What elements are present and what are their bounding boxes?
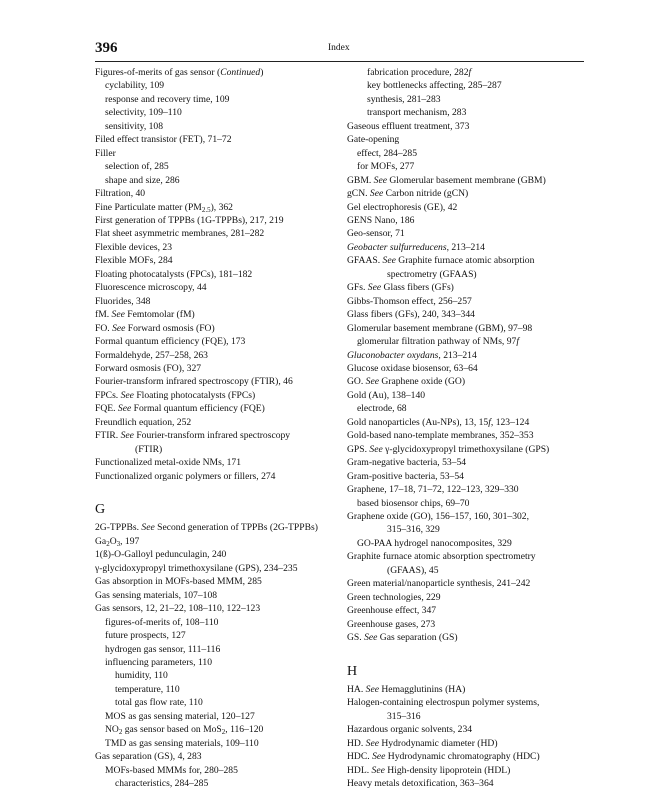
index-subentry: selection of, 285 xyxy=(105,161,169,173)
index-subsubentry: humidity, 110 xyxy=(115,670,168,682)
index-entry: 1(ß)-O-Galloyl pedunculagin, 240 xyxy=(95,549,227,561)
index-entry: FQE. See Formal quantum efficiency (FQE) xyxy=(95,403,265,415)
header-rule xyxy=(95,61,584,62)
index-entry: Gaseous effluent treatment, 373 xyxy=(347,120,470,132)
page-number: 396 xyxy=(95,40,118,56)
index-subentry: electrode, 68 xyxy=(357,403,407,415)
index-entry: GS. See Gas separation (GS) xyxy=(347,632,458,644)
index-entry: Flat sheet asymmetric membranes, 281–282 xyxy=(95,228,265,240)
index-subentry: influencing parameters, 110 xyxy=(105,657,213,669)
index-entry: Gram-positive bacteria, 53–54 xyxy=(347,470,464,482)
index-entry: Greenhouse gases, 273 xyxy=(347,618,436,630)
index-subentry: sensitivity, 108 xyxy=(105,120,164,132)
index-subsubentry: characteristics, 284–285 xyxy=(115,778,209,790)
index-entry: HDC. See Hydrodynamic chromatography (HDC) xyxy=(347,751,540,763)
index-subentry: for MOFs, 277 xyxy=(357,161,415,173)
index-entry: Gas sensors, 12, 21–22, 108–110, 122–123 xyxy=(95,603,261,615)
index-entry: Fluorescence microscopy, 44 xyxy=(95,282,207,294)
index-subsubentry: temperature, 110 xyxy=(115,683,180,695)
index-entry-continuation: 315–316 xyxy=(387,710,421,722)
index-entry: Gibbs-Thomson effect, 256–257 xyxy=(347,295,472,307)
index-entry: Geobacter sulfurreducens, 213–214 xyxy=(347,241,485,253)
index-subentry: MOS as gas sensing material, 120–127 xyxy=(105,710,255,722)
index-entry: Formaldehyde, 257–258, 263 xyxy=(95,349,208,361)
index-entry: $Ga_2O_3$, 197 xyxy=(95,535,140,548)
index-subentry: TMD as gas sensing materials, 109–110 xyxy=(105,737,259,749)
index-entry: Fine Particulate matter $(PM_{2.5})$, 362 xyxy=(95,201,233,214)
index-entry: Figures-of-merits of gas sensor (Continued) xyxy=(95,67,264,78)
index-entry: Gate-opening xyxy=(347,134,400,146)
index-subsubentry: synthesis, 281–283 xyxy=(367,93,441,105)
index-entry: 2G-TPPBs. See Second generation of TPPBs (2G-TPPBs) xyxy=(95,522,318,534)
index-entry: Halogen-containing electrospun polymer systems, xyxy=(347,697,540,709)
index-entry: Flexible devices, 23 xyxy=(95,241,172,253)
index-subsubentry: total gas flow rate, 110 xyxy=(115,697,203,709)
index-entry: Glomerular basement membrane (GBM), 97–98 xyxy=(347,322,533,334)
index-entry: Hazardous organic solvents, 234 xyxy=(347,724,473,736)
index-entry: Formal quantum efficiency (FQE), 173 xyxy=(95,336,246,348)
index-entry: GPS. See γ-glycidoxypropyl trimethoxysilane (GPS) xyxy=(347,443,550,455)
index-entry: Geo-sensor, 71 xyxy=(347,228,405,240)
index-entry: HDL. See High-density lipoprotein (HDL) xyxy=(347,764,511,776)
index-entry-continuation: 315–316, 329 xyxy=(387,524,440,536)
index-entry: Gluconobacter oxydans, 213–214 xyxy=(347,349,477,361)
index-entry: Fluorides, 348 xyxy=(95,295,151,307)
index-subentry: cyclability, 109 xyxy=(105,80,165,92)
index-entry: Filed effect transistor (FET), 71–72 xyxy=(95,134,232,146)
index-entry-continuation: (FTIR) xyxy=(135,443,163,455)
index-entry: Floating photocatalysts (FPCs), 181–182 xyxy=(95,268,253,280)
index-entry: GBM. See Glomerular basement membrane (GBM) xyxy=(347,174,546,186)
index-entry: Filler xyxy=(95,147,116,159)
section-gap xyxy=(347,644,587,657)
index-entry: FTIR. See Fourier-transform infrared spectroscopy xyxy=(95,430,291,442)
index-entry: Graphite furnace atomic absorption spectrometry xyxy=(347,551,536,563)
index-entry: GO. See Graphene oxide (GO) xyxy=(347,376,466,388)
index-entry: Greenhouse effect, 347 xyxy=(347,605,437,617)
index-entry: HD. See Hydrodynamic diameter (HD) xyxy=(347,737,498,749)
index-entry: Gel electrophoresis (GE), 42 xyxy=(347,201,458,213)
index-entry: Heavy metals detoxification, 363–364 xyxy=(347,778,494,790)
index-column-left xyxy=(95,66,340,791)
index-subsubentry: transport mechanism, 283 xyxy=(367,107,467,119)
index-entry: Graphene oxide (GO), 156–157, 160, 301–302, xyxy=(347,510,529,522)
index-subentry: glomerular filtration pathway of NMs, 97f xyxy=(357,336,519,348)
index-entry: Fourier-transform infrared spectroscopy (FTIR), 46 xyxy=(95,376,293,388)
index-subentry: MOFs-based MMMs for, 280–285 xyxy=(105,764,238,776)
index-entry: Gold nanoparticles (Au-NPs), 13, 15f, 123–124 xyxy=(347,416,530,428)
index-subentry: effect, 284–285 xyxy=(357,147,418,159)
index-entry: Glass fibers (GFs), 240, 343–344 xyxy=(347,309,475,321)
index-entry: GFs. See Glass fibers (GFs) xyxy=(347,282,454,294)
index-entry: Gas separation (GS), 4, 283 xyxy=(95,751,202,763)
index-subsubentry: fabrication procedure, 282f xyxy=(367,67,472,78)
index-entry: Gold-based nano-template membranes, 352–353 xyxy=(347,430,534,442)
index-entry: GFAAS. See Graphite furnace atomic absorption xyxy=(347,255,535,267)
index-entry: Functionalized organic polymers or fillers, 274 xyxy=(95,470,276,482)
index-entry: GENS Nano, 186 xyxy=(347,214,415,226)
index-entry: Flexible MOFs, 284 xyxy=(95,255,173,267)
index-entry: Forward osmosis (FO), 327 xyxy=(95,362,202,374)
index-entry: Functionalized metal-oxide NMs, 171 xyxy=(95,457,242,469)
index-entry: HA. See Hemagglutinins (HA) xyxy=(347,683,466,695)
index-subentry: response and recovery time, 109 xyxy=(105,93,230,105)
index-entry: Filtration, 40 xyxy=(95,188,146,200)
index-subentry: shape and size, 286 xyxy=(105,174,180,186)
index-entry-continuation: spectrometry (GFAAS) xyxy=(387,268,477,280)
index-entry: Freundlich equation, 252 xyxy=(95,416,192,428)
index-entry: Gas sensing materials, 107–108 xyxy=(95,589,218,601)
index-subentry: $NO_2$ gas sensor based on MoS$_2$, 116–120 xyxy=(105,724,264,737)
index-entry: Graphene, 17–18, 71–72, 122–123, 329–330 xyxy=(347,484,519,496)
index-entry: FPCs. See Floating photocatalysts (FPCs) xyxy=(95,389,256,401)
index-subentry: based biosensor chips, 69–70 xyxy=(357,497,470,509)
index-entry: Green material/nanoparticle synthesis, 241–242 xyxy=(347,578,531,590)
index-subentry: figures-of-merits of, 108–110 xyxy=(105,616,219,628)
page-header xyxy=(95,40,584,58)
index-entry: Gold (Au), 138–140 xyxy=(347,389,426,401)
index-entry: fM. See Femtomolar (fM) xyxy=(95,309,195,321)
index-entry: Green technologies, 229 xyxy=(347,591,441,603)
index-entry: Gram-negative bacteria, 53–54 xyxy=(347,457,467,469)
running-head: Index xyxy=(328,43,350,53)
index-subentry: hydrogen gas sensor, 111–116 xyxy=(105,643,221,655)
index-entry: First generation of TPPBs (1G-TPPBs), 217, 219 xyxy=(95,214,284,226)
index-entry: γ-glycidoxypropyl trimethoxysilane (GPS), 234–235 xyxy=(95,562,298,574)
index-entry: Glucose oxidase biosensor, 63–64 xyxy=(347,362,478,374)
section-letter-g: G xyxy=(95,502,106,518)
section-letter-h: H xyxy=(347,663,358,679)
section-gap xyxy=(95,483,340,496)
index-subentry: future prospects, 127 xyxy=(105,630,186,642)
index-entry-continuation: (GFAAS), 45 xyxy=(387,564,439,576)
index-column-right xyxy=(347,66,587,791)
index-subentry: selectivity, 109–110 xyxy=(105,107,182,119)
index-entry: Gas absorption in MOFs-based MMM, 285 xyxy=(95,576,262,588)
index-subsubentry: key bottlenecks affecting, 285–287 xyxy=(367,80,502,92)
index-subentry: GO-PAA hydrogel nanocomposites, 329 xyxy=(357,537,512,549)
index-entry: gCN. See Carbon nitride (gCN) xyxy=(347,188,469,200)
index-entry: FO. See Forward osmosis (FO) xyxy=(95,322,215,334)
